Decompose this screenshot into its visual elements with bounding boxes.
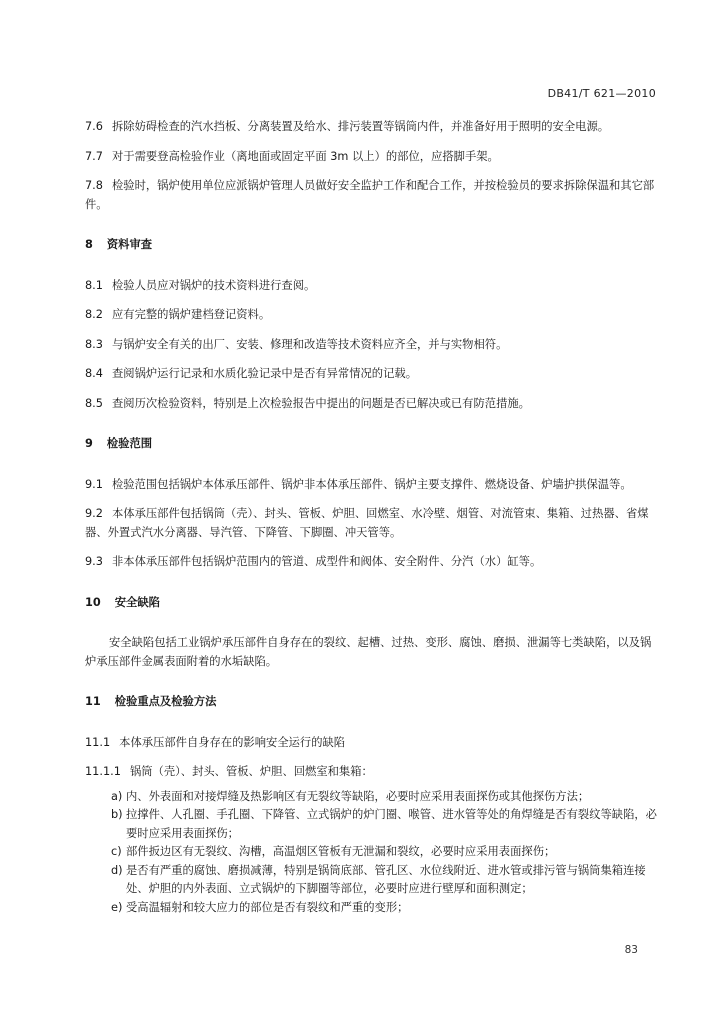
document-body xyxy=(85,118,657,917)
list-item xyxy=(111,843,657,862)
list-marker: e) xyxy=(111,900,123,914)
clause-text: 查阅锅炉运行记录和水质化验记录中是否有异常情况的记载。 xyxy=(111,367,417,380)
clause-number: 11.1 xyxy=(85,735,111,749)
list-item xyxy=(111,862,657,899)
list-text: 拉撑件、人孔圈、手孔圈、下降管、立式锅炉的炉门圈、喉管、进水管等处的角焊缝是否有裂纹等缺陷，必要时应采用表面探伤； xyxy=(126,808,657,840)
clause-text: 检验时，锅炉使用单位应派锅炉管理人员做好安全监护工作和配合工作，并按检验员的要求拆除保温和其它部件。 xyxy=(85,179,655,211)
clause-number: 9.3 xyxy=(85,555,103,568)
clause-text: 检验范围包括锅炉本体承压部件、锅炉非本体承压部件、锅炉主要支撑件、燃烧设备、炉墙护拱保温等。 xyxy=(111,477,632,491)
clause-11-1-1 xyxy=(85,763,657,782)
clause-number: 8.5 xyxy=(85,396,103,410)
clause-number: 7.6 xyxy=(85,120,103,133)
list-text: 部件扳边区有无裂纹、沟槽，高温烟区管板有无泄漏和裂纹，必要时应采用表面探伤； xyxy=(126,845,556,858)
clause-number: 7.8 xyxy=(85,179,103,192)
section-10-heading xyxy=(85,594,657,613)
clause-8-4 xyxy=(85,365,657,384)
section-title: 检验范围 xyxy=(106,437,153,450)
clause-text: 非本体承压部件包括锅炉范围内的管道、成型件和阀体、安全附件、分汽（水）缸等。 xyxy=(111,555,542,568)
list-item xyxy=(111,788,657,807)
section-title: 检验重点及检验方法 xyxy=(114,695,217,708)
clause-number: 8.3 xyxy=(85,337,103,351)
list-text: 受高温辐射和较大应力的部位是否有裂纹和严重的变形； xyxy=(126,900,409,914)
list-marker: c) xyxy=(111,845,122,858)
clause-text: 应有完整的锅炉建档登记资料。 xyxy=(111,308,271,321)
list-text: 是否有严重的腐蚀、磨损减薄，特别是锅筒底部、管孔区、水位线附近、进水管或排污管与锅筒集箱连接处、炉胆的内外表面、立式锅炉的下脚圈等部位，必要时应进行壁厚和面积测定； xyxy=(126,863,646,895)
clause-text: 本体承压部件自身存在的影响安全运行的缺陷 xyxy=(119,735,346,749)
section-8-heading xyxy=(85,236,657,255)
clause-text: 锅筒（壳）、封头、管板、炉胆、回燃室和集箱： xyxy=(129,765,373,778)
page-number: 83 xyxy=(624,944,638,956)
clause-8-5 xyxy=(85,395,657,414)
clause-text: 对于需要登高检验作业（离地面或固定平面 3m 以上）的部位，应搭脚手架。 xyxy=(111,149,499,163)
list-marker: d) xyxy=(111,863,123,877)
section-10-body: 安全缺陷包括工业锅炉承压部件自身存在的裂纹、起槽、过热、变形、腐蚀、磨损、泄漏等七类缺陷，以及锅炉承压部件金属表面附着的水垢缺陷。 xyxy=(85,636,652,668)
clause-text: 查阅历次检验资料，特别是上次检验报告中提出的问题是否已解决或已有防范措施。 xyxy=(111,396,530,410)
clause-7-8 xyxy=(85,177,657,214)
clause-8-2 xyxy=(85,306,657,325)
clause-7-7 xyxy=(85,148,657,167)
clause-text: 拆除妨碍检查的汽水挡板、分离装置及给水、排污装置等锅筒内件，并准备好用于照明的安全电源。 xyxy=(111,120,610,133)
clause-text: 与锅炉安全有关的出厂、安装、修理和改造等技术资料应齐全，并与实物相符。 xyxy=(111,337,508,351)
list-text: 内、外表面和对接焊缝及热影响区有无裂纹等缺陷，必要时应采用表面探伤或其他探伤方法； xyxy=(126,789,590,803)
section-number: 11 xyxy=(85,695,101,708)
section-9-heading xyxy=(85,435,657,454)
inspection-list xyxy=(111,788,657,918)
list-item xyxy=(111,899,657,918)
section-11-heading xyxy=(85,693,657,712)
section-number: 10 xyxy=(85,595,101,609)
clause-11-1 xyxy=(85,734,657,753)
clause-9-3 xyxy=(85,553,657,572)
section-number: 8 xyxy=(85,238,93,251)
list-marker: b) xyxy=(111,808,123,821)
clause-8-1 xyxy=(85,277,657,296)
standard-code: DB41/T 621—2010 xyxy=(547,87,656,100)
section-number: 9 xyxy=(85,437,93,450)
section-title: 资料审查 xyxy=(106,238,153,251)
clause-number: 8.4 xyxy=(85,367,103,380)
list-item xyxy=(111,806,657,843)
clause-text: 检验人员应对锅炉的技术资料进行查阅。 xyxy=(111,278,316,292)
clause-number: 8.2 xyxy=(85,308,103,321)
clause-number: 8.1 xyxy=(85,278,103,292)
clause-number: 9.1 xyxy=(85,477,103,491)
clause-text: 本体承压部件包括锅筒（壳）、封头、管板、炉胆、回燃室、水冷壁、烟管、对流管束、集箱、过热器、省煤器、外置式汽水分离器、导汽管、下降管、下脚圈、冲天管等。 xyxy=(85,507,649,539)
clause-number: 9.2 xyxy=(85,507,103,520)
clause-number: 11.1.1 xyxy=(85,765,121,778)
section-title: 安全缺陷 xyxy=(114,595,160,609)
clause-7-6 xyxy=(85,118,657,137)
list-marker: a) xyxy=(111,789,123,803)
clause-9-1 xyxy=(85,476,657,495)
clause-number: 7.7 xyxy=(85,149,103,163)
clause-8-3 xyxy=(85,336,657,355)
clause-9-2 xyxy=(85,505,657,542)
